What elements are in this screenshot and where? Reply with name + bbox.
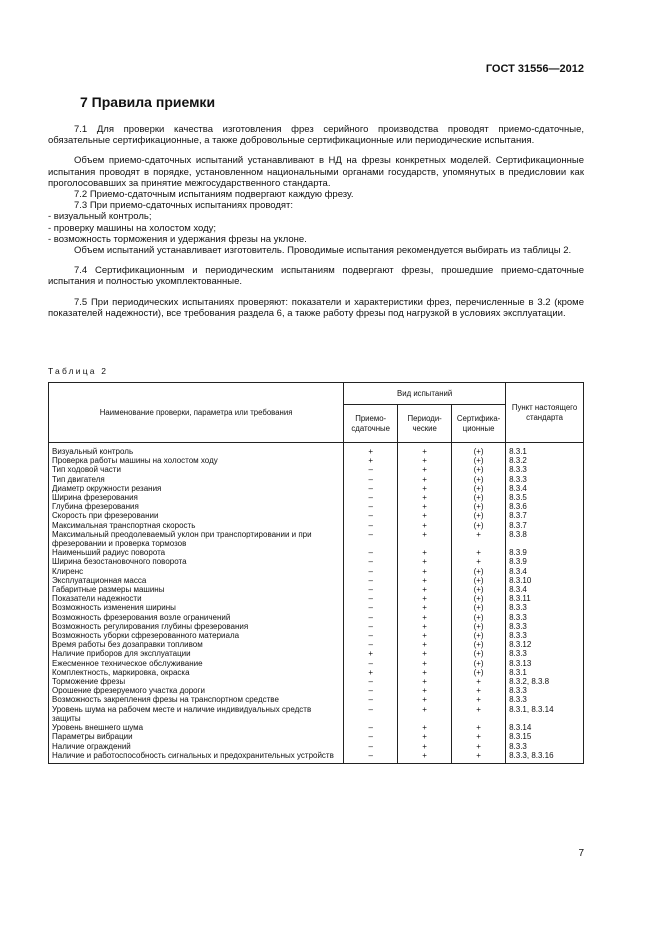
cell-acceptance: – <box>344 493 398 502</box>
table-row <box>49 649 584 658</box>
table-row <box>49 557 584 566</box>
cell-name: Проверка работы машины на холостом ходу <box>49 456 344 465</box>
table-row <box>49 475 584 484</box>
cell-acceptance: – <box>344 640 398 649</box>
cell-certification: (+) <box>452 659 506 668</box>
table-row <box>49 594 584 603</box>
header-acceptance: Приемо-сдаточные <box>344 405 398 443</box>
cell-clause: 8.3.10 <box>506 576 584 585</box>
cell-acceptance: – <box>344 475 398 484</box>
cell-periodic: + <box>398 631 452 640</box>
paragraph-7-2: 7.2 Приемо-сдаточным испытаниям подвергают каждую фрезу. <box>74 189 354 201</box>
cell-clause: 8.3.1 <box>506 443 584 457</box>
table-row <box>49 465 584 474</box>
cell-name: Ширина безостановочного поворота <box>49 557 344 566</box>
cell-name: Возможность изменения ширины <box>49 603 344 612</box>
list-item: - проверку машины на холостом ходу; <box>48 222 217 234</box>
cell-clause: 8.3.2 <box>506 456 584 465</box>
cell-certification: + <box>452 686 506 695</box>
cell-periodic: + <box>398 594 452 603</box>
cell-clause: 8.3.8 <box>506 530 584 548</box>
cell-name: Возможность уборки сфрезерованного материала <box>49 631 344 640</box>
paragraph-7-1: 7.1 Для проверки качества изготовления фрез серийного производства проводят приемо-сдаточные, обязательные сертификационные, а также добровольные сертификационные или периодические испытания. <box>48 124 584 147</box>
cell-name: Эксплуатационная масса <box>49 576 344 585</box>
cell-acceptance: – <box>344 521 398 530</box>
cell-clause: 8.3.3 <box>506 622 584 631</box>
table-row <box>49 484 584 493</box>
cell-name: Максимальная транспортная скорость <box>49 521 344 530</box>
cell-acceptance: – <box>344 502 398 511</box>
cell-acceptance: – <box>344 530 398 548</box>
table-row <box>49 631 584 640</box>
cell-clause: 8.3.14 <box>506 723 584 732</box>
cell-name: Ежесменное техническое обслуживание <box>49 659 344 668</box>
cell-periodic: + <box>398 493 452 502</box>
cell-certification: + <box>452 548 506 557</box>
cell-periodic: + <box>398 484 452 493</box>
header-periodic: Периоди-ческие <box>398 405 452 443</box>
cell-certification: + <box>452 677 506 686</box>
cell-acceptance: – <box>344 603 398 612</box>
cell-certification: + <box>452 530 506 548</box>
cell-certification: (+) <box>452 443 506 457</box>
cell-clause: 8.3.3 <box>506 631 584 640</box>
cell-periodic: + <box>398 649 452 658</box>
cell-clause: 8.3.13 <box>506 659 584 668</box>
cell-name: Уровень шума на рабочем месте и наличие индивидуальных средств защиты <box>49 705 344 723</box>
table-row <box>49 511 584 520</box>
table-row <box>49 732 584 741</box>
cell-periodic: + <box>398 511 452 520</box>
cell-name: Тип двигателя <box>49 475 344 484</box>
cell-acceptance: + <box>344 443 398 457</box>
table-row <box>49 640 584 649</box>
cell-periodic: + <box>398 548 452 557</box>
cell-certification: (+) <box>452 640 506 649</box>
cell-acceptance: – <box>344 659 398 668</box>
cell-periodic: + <box>398 502 452 511</box>
paragraph-7-3: 7.3 При приемо-сдаточных испытаниях проводят: <box>74 200 294 212</box>
cell-certification: + <box>452 751 506 764</box>
cell-certification: (+) <box>452 502 506 511</box>
header-name: Наименование проверки, параметра или требования <box>49 383 344 443</box>
cell-acceptance: – <box>344 677 398 686</box>
cell-clause: 8.3.4 <box>506 484 584 493</box>
cell-periodic: + <box>398 521 452 530</box>
cell-name: Торможение фрезы <box>49 677 344 686</box>
cell-acceptance: – <box>344 484 398 493</box>
header-clause: Пункт настоящего стандарта <box>506 383 584 443</box>
cell-acceptance: – <box>344 567 398 576</box>
cell-clause: 8.3.7 <box>506 521 584 530</box>
cell-clause: 8.3.4 <box>506 567 584 576</box>
cell-certification: + <box>452 695 506 704</box>
cell-periodic: + <box>398 613 452 622</box>
cell-certification: (+) <box>452 585 506 594</box>
cell-acceptance: – <box>344 732 398 741</box>
cell-name: Возможность регулирования глубины фрезерования <box>49 622 344 631</box>
cell-certification: (+) <box>452 613 506 622</box>
table-body <box>49 443 584 764</box>
cell-clause: 8.3.6 <box>506 502 584 511</box>
cell-name: Визуальный контроль <box>49 443 344 457</box>
cell-periodic: + <box>398 567 452 576</box>
cell-clause: 8.3.5 <box>506 493 584 502</box>
paragraph-volume: Объем испытаний устанавливает изготовитель. Проводимые испытания рекомендуется выбирать из таблицы 2. <box>74 245 572 257</box>
cell-periodic: + <box>398 659 452 668</box>
cell-certification: (+) <box>452 649 506 658</box>
cell-acceptance: – <box>344 705 398 723</box>
cell-periodic: + <box>398 732 452 741</box>
cell-periodic: + <box>398 475 452 484</box>
cell-clause: 8.3.3 <box>506 613 584 622</box>
table-row <box>49 622 584 631</box>
cell-certification: (+) <box>452 603 506 612</box>
cell-certification: (+) <box>452 567 506 576</box>
paragraph-scope: Объем приемо-сдаточных испытаний устанавливают в НД на фрезы конкретных моделей. Сертификационные испытания проводят в порядке, установленном национальными органами государств, упомянутых в предисловии как проголосовавших за принятие межгосударственного стандарта. <box>48 155 584 189</box>
cell-periodic: + <box>398 705 452 723</box>
table-row <box>49 751 584 764</box>
cell-acceptance: – <box>344 576 398 585</box>
table-row <box>49 576 584 585</box>
cell-certification: (+) <box>452 521 506 530</box>
cell-acceptance: – <box>344 613 398 622</box>
table-row <box>49 603 584 612</box>
cell-certification: + <box>452 557 506 566</box>
cell-certification: (+) <box>452 668 506 677</box>
table-row <box>49 585 584 594</box>
section-title: 7 Правила приемки <box>80 94 216 110</box>
table-row <box>49 686 584 695</box>
cell-periodic: + <box>398 723 452 732</box>
cell-periodic: + <box>398 668 452 677</box>
cell-acceptance: – <box>344 511 398 520</box>
cell-acceptance: + <box>344 456 398 465</box>
cell-certification: (+) <box>452 484 506 493</box>
cell-periodic: + <box>398 443 452 457</box>
paragraph-7-4: 7.4 Сертификационным и периодическим испытаниям подвергают фрезы, прошедшие приемо-сдаточные испытания и полностью укомплектованные. <box>48 265 584 288</box>
cell-acceptance: + <box>344 649 398 658</box>
table-row <box>49 502 584 511</box>
cell-name: Наличие ограждений <box>49 742 344 751</box>
cell-clause: 8.3.3 <box>506 695 584 704</box>
cell-periodic: + <box>398 686 452 695</box>
table-row <box>49 456 584 465</box>
cell-periodic: + <box>398 603 452 612</box>
cell-acceptance: – <box>344 751 398 764</box>
table-row <box>49 659 584 668</box>
cell-clause: 8.3.3 <box>506 465 584 474</box>
cell-periodic: + <box>398 576 452 585</box>
cell-clause: 8.3.3, 8.3.16 <box>506 751 584 764</box>
cell-clause: 8.3.1, 8.3.14 <box>506 705 584 723</box>
cell-name: Возможность закрепления фрезы на транспортном средстве <box>49 695 344 704</box>
page-number: 7 <box>578 848 584 859</box>
cell-periodic: + <box>398 695 452 704</box>
cell-name: Время работы без дозаправки топливом <box>49 640 344 649</box>
cell-certification: + <box>452 705 506 723</box>
cell-periodic: + <box>398 751 452 764</box>
cell-clause: 8.3.3 <box>506 742 584 751</box>
cell-certification: (+) <box>452 576 506 585</box>
cell-certification: (+) <box>452 622 506 631</box>
cell-certification: (+) <box>452 511 506 520</box>
list-item: - визуальный контроль; <box>48 211 152 223</box>
cell-clause: 8.3.9 <box>506 557 584 566</box>
table-row <box>49 530 584 548</box>
cell-acceptance: + <box>344 668 398 677</box>
cell-periodic: + <box>398 742 452 751</box>
cell-clause: 8.3.12 <box>506 640 584 649</box>
tests-table <box>48 382 584 764</box>
cell-name: Скорость при фрезеровании <box>49 511 344 520</box>
cell-name: Возможность фрезерования возле ограничений <box>49 613 344 622</box>
cell-acceptance: – <box>344 622 398 631</box>
cell-certification: (+) <box>452 465 506 474</box>
table-row <box>49 493 584 502</box>
cell-acceptance: – <box>344 686 398 695</box>
cell-acceptance: – <box>344 723 398 732</box>
cell-clause: 8.3.3 <box>506 475 584 484</box>
cell-name: Наименьший радиус поворота <box>49 548 344 557</box>
cell-clause: 8.3.7 <box>506 511 584 520</box>
cell-periodic: + <box>398 585 452 594</box>
table-row <box>49 742 584 751</box>
table-row <box>49 443 584 457</box>
cell-name: Ширина фрезерования <box>49 493 344 502</box>
cell-name: Тип ходовой части <box>49 465 344 474</box>
cell-acceptance: – <box>344 548 398 557</box>
cell-periodic: + <box>398 456 452 465</box>
cell-acceptance: – <box>344 585 398 594</box>
cell-clause: 8.3.15 <box>506 732 584 741</box>
cell-acceptance: – <box>344 557 398 566</box>
table-row <box>49 548 584 557</box>
cell-certification: + <box>452 742 506 751</box>
cell-acceptance: – <box>344 594 398 603</box>
cell-periodic: + <box>398 677 452 686</box>
cell-certification: (+) <box>452 631 506 640</box>
table-row <box>49 521 584 530</box>
cell-periodic: + <box>398 557 452 566</box>
table-row <box>49 567 584 576</box>
cell-periodic: + <box>398 530 452 548</box>
paragraph-7-5: 7.5 При периодических испытаниях проверяют: показатели и характеристики фрез, перечисленные в 3.2 (кроме показателей надежности), все требования раздела 6, а также работу фрезы под нагрузкой в условиях эксплуатации. <box>48 296 584 319</box>
cell-name: Орошение фрезеруемого участка дороги <box>49 686 344 695</box>
header-test-types: Вид испытаний <box>344 383 506 405</box>
cell-certification: (+) <box>452 493 506 502</box>
cell-certification: + <box>452 732 506 741</box>
cell-clause: 8.3.11 <box>506 594 584 603</box>
cell-name: Диаметр окружности резания <box>49 484 344 493</box>
cell-name: Максимальный преодолеваемый уклон при транспортировании и при фрезеровании и проверка тормозов <box>49 530 344 548</box>
list-item: - возможность торможения и удержания фрезы на уклоне. <box>48 233 307 245</box>
document-code: ГОСТ 31556—2012 <box>485 63 584 75</box>
table-caption: Таблица 2 <box>48 366 109 376</box>
cell-acceptance: – <box>344 465 398 474</box>
cell-clause: 8.3.1 <box>506 668 584 677</box>
table-row <box>49 677 584 686</box>
cell-clause: 8.3.9 <box>506 548 584 557</box>
cell-name: Габаритные размеры машины <box>49 585 344 594</box>
cell-clause: 8.3.3 <box>506 686 584 695</box>
table-row <box>49 668 584 677</box>
cell-acceptance: – <box>344 695 398 704</box>
cell-certification: (+) <box>452 475 506 484</box>
cell-name: Глубина фрезерования <box>49 502 344 511</box>
cell-acceptance: – <box>344 631 398 640</box>
cell-name: Параметры вибрации <box>49 732 344 741</box>
cell-periodic: + <box>398 640 452 649</box>
cell-periodic: + <box>398 622 452 631</box>
table-row <box>49 613 584 622</box>
cell-certification: (+) <box>452 594 506 603</box>
header-certification: Сертифика-ционные <box>452 405 506 443</box>
cell-periodic: + <box>398 465 452 474</box>
cell-clause: 8.3.3 <box>506 603 584 612</box>
cell-certification: + <box>452 723 506 732</box>
body-text <box>48 124 584 319</box>
cell-acceptance: – <box>344 742 398 751</box>
cell-name: Наличие приборов для эксплуатации <box>49 649 344 658</box>
cell-name: Показатели надежности <box>49 594 344 603</box>
cell-name: Уровень внешнего шума <box>49 723 344 732</box>
cell-name: Клиренс <box>49 567 344 576</box>
cell-clause: 8.3.3 <box>506 649 584 658</box>
table-row <box>49 705 584 723</box>
cell-name: Наличие и работоспособность сигнальных и предохранительных устройств <box>49 751 344 764</box>
cell-name: Комплектность, маркировка, окраска <box>49 668 344 677</box>
cell-clause: 8.3.2, 8.3.8 <box>506 677 584 686</box>
table-row <box>49 695 584 704</box>
table-row <box>49 723 584 732</box>
cell-clause: 8.3.4 <box>506 585 584 594</box>
cell-certification: (+) <box>452 456 506 465</box>
